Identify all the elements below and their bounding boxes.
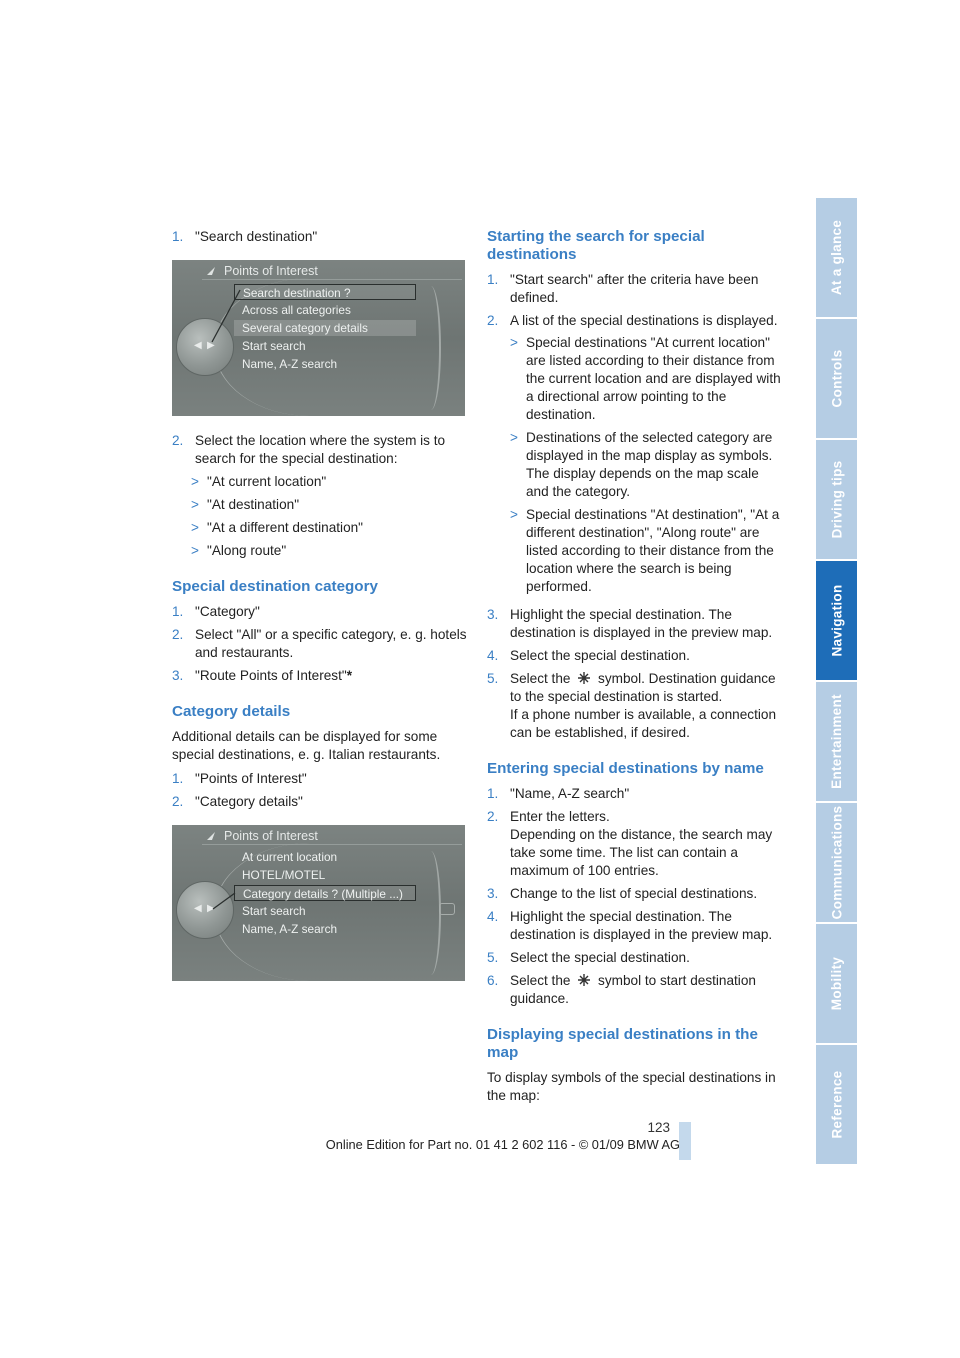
- tab-at-a-glance[interactable]: At a glance: [816, 198, 857, 317]
- menu-item: Name, A-Z search: [242, 357, 338, 371]
- sub-list-item: > Special destinations "At destination", "At a different destination", "Along route" are listed according to their distance from the location where the search is being performed.: [510, 507, 780, 594]
- idrive-screen-category-details: [172, 825, 465, 981]
- list-item: 3. Change to the list of special destinations.: [487, 886, 758, 901]
- sub-list-item: > "At destination": [191, 497, 300, 512]
- list-item: 6. Select the symbol to start destination guidance.: [487, 973, 756, 1006]
- section-heading: Starting the search for special destinations: [487, 228, 705, 263]
- section-tabs: [816, 198, 857, 1166]
- list-item: 2. "Category details": [172, 794, 303, 809]
- menu-item: Search destination ?: [234, 284, 416, 300]
- list-item: 4. Select the special destination.: [487, 648, 690, 663]
- pointer-line: [210, 288, 242, 344]
- sub-list-item: > Special destinations "At current location" are listed according to their distance from the current location and are displayed with a directional arrow pointing to the destination.: [510, 335, 781, 422]
- optional-equipment-star: *: [346, 668, 353, 683]
- menu-item: Start search: [242, 904, 306, 918]
- list-item: 3. Highlight the special destination. The destination is displayed in the preview map.: [487, 607, 773, 640]
- screen-title: Points of Interest: [224, 264, 318, 278]
- list-item: 2. A list of the special destinations is displayed. > Special destinations "At current location" are listed according to their distance from the current location and are displayed with a directional arrow pointing to the destination. > Destinations of the selected category are displayed in the map display as symbols. The display depends on the map scale and the category. > Special destinations "At destination", "At a different destination", "Along route" are listed according to their distance from the location where the search is being performed.: [487, 313, 781, 594]
- pointer-line: [212, 891, 236, 911]
- section-heading: Entering special destinations by name: [487, 760, 764, 777]
- destination-guidance-icon: [577, 973, 591, 987]
- list-item: 1. "Points of Interest": [172, 771, 307, 786]
- page-number: 123: [647, 1120, 670, 1135]
- list-item: 4. Highlight the special destination. The destination is displayed in the preview map.: [487, 909, 773, 942]
- sub-list-item: > "At current location": [191, 474, 327, 489]
- menu-item: Across all categories: [242, 303, 351, 317]
- menu-item: Several category details: [234, 320, 416, 336]
- section-heading: Special destination category: [172, 578, 378, 595]
- list-item: 1. "Name, A-Z search": [487, 786, 630, 801]
- menu-item: Category details ? (Multiple ...): [234, 885, 416, 901]
- idrive-screen-search-destination: [172, 260, 465, 416]
- destination-guidance-icon: [577, 671, 591, 685]
- screen-title: Points of Interest: [224, 829, 318, 843]
- side-button-icon: [439, 903, 455, 915]
- list-item: 3. "Route Points of Interest"*: [172, 668, 353, 683]
- menu-item: At current location: [242, 850, 338, 864]
- sub-list-item: > Destinations of the selected category are displayed in the map display as symbols. The display depends on the map scale and the category.: [510, 430, 773, 499]
- list-item: 2. Select "All" or a specific category, e. g. hotels and restaurants.: [172, 627, 467, 660]
- list-item: 5. Select the symbol. Destination guidance to the special destination is started. If a phone number is available, a connection can be established, if desired.: [487, 671, 777, 740]
- right-column: [487, 228, 781, 1111]
- tab-entertainment[interactable]: Entertainment: [816, 682, 857, 801]
- arrow-right-icon: ▶: [207, 903, 215, 914]
- menu-item: Start search: [242, 339, 306, 353]
- tab-mobility[interactable]: Mobility: [816, 924, 857, 1043]
- paragraph: To display symbols of the special destinations in the map:: [487, 1070, 776, 1103]
- tab-navigation[interactable]: Navigation: [816, 561, 857, 680]
- footer-edition: Online Edition for Part no. 01 41 2 602 116 - © 01/09 BMW AG: [325, 1137, 680, 1152]
- list-item: 1. "Search destination": [172, 229, 318, 244]
- compass-icon: [206, 831, 216, 841]
- tab-driving-tips[interactable]: Driving tips: [816, 440, 857, 559]
- list-item: 1. "Start search" after the criteria have been defined.: [487, 272, 759, 305]
- list-item: 2. Enter the letters. Depending on the distance, the search may take some time. The list can contain a maximum of 100 entries.: [487, 809, 773, 878]
- arrow-left-icon: ◀: [194, 903, 202, 914]
- section-heading: Displaying special destinations in the map: [487, 1026, 758, 1061]
- list-item: 5. Select the special destination.: [487, 950, 690, 965]
- arrow-left-icon: ◀: [194, 340, 202, 351]
- left-column: [172, 228, 468, 997]
- page-marker-bar: [679, 1122, 691, 1160]
- list-item: 2. Select the location where the system is to search for the special destination:: [172, 433, 446, 466]
- arrow-right-icon: ▶: [207, 340, 215, 351]
- tab-reference[interactable]: Reference: [816, 1045, 857, 1164]
- compass-icon: [206, 266, 216, 276]
- tab-controls[interactable]: Controls: [816, 319, 857, 438]
- sub-list-item: > "Along route": [191, 543, 287, 558]
- section-heading: Category details: [172, 703, 291, 720]
- tab-communications[interactable]: Communications: [816, 803, 857, 922]
- menu-item: Name, A-Z search: [242, 922, 338, 936]
- sub-list-item: > "At a different destination": [191, 520, 364, 535]
- menu-item: HOTEL/MOTEL: [242, 868, 326, 882]
- list-item: 1. "Category": [172, 604, 260, 619]
- paragraph: Additional details can be displayed for some special destinations, e. g. Italian restaurants.: [172, 729, 441, 762]
